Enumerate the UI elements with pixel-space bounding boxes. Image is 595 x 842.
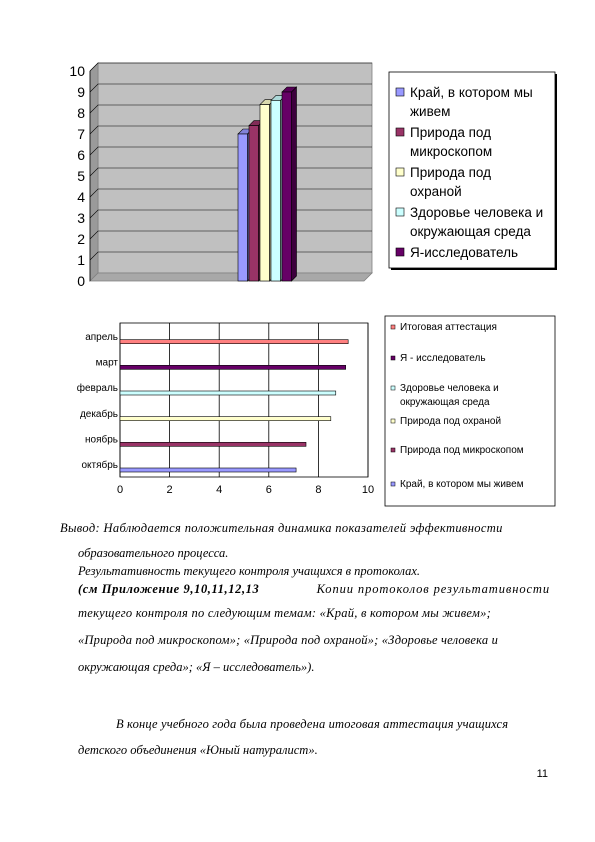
- category-label: февраль: [76, 383, 118, 395]
- bar-1: [120, 468, 296, 472]
- topics-line-1: текущего контроля по следующим темам: «Край, в котором мы живем»;: [78, 606, 492, 620]
- legend-label: окружающая среда: [400, 397, 490, 408]
- final-line-2: детского объединения «Юный натуралист».: [78, 743, 318, 757]
- legend-label: Природа под: [410, 165, 492, 180]
- legend-label: Край, в котором мы: [410, 85, 533, 100]
- bar-1: [238, 134, 248, 281]
- conclusion-line-2: образовательного процесса.: [78, 546, 229, 560]
- legend-label: охраной: [410, 184, 462, 199]
- bar-3: [260, 105, 270, 281]
- y-tick-label: 10: [69, 63, 85, 79]
- y-tick-label: 2: [77, 231, 85, 247]
- legend-swatch: [396, 88, 404, 96]
- y-tick-label: 7: [77, 126, 85, 142]
- category-label: октябрь: [81, 460, 118, 472]
- legend-label: Здоровье человека и: [400, 383, 499, 394]
- y-tick-label: 5: [77, 168, 85, 184]
- y-tick-label: 0: [77, 273, 85, 289]
- topics-line-3: окружающая среда»; «Я – исследователь»).: [78, 660, 315, 674]
- legend-label: живем: [410, 104, 451, 119]
- x-tick-label: 2: [166, 484, 173, 496]
- appendix-description: Копии протоколов результативности: [316, 582, 550, 596]
- legend-swatch: [396, 168, 404, 176]
- legend-label: микроскопом: [410, 144, 493, 159]
- topics-line-2: «Природа под микроскопом»; «Природа под охраной»; «Здоровье человека и: [78, 633, 499, 647]
- bar-2: [249, 126, 259, 281]
- x-tick-label: 10: [361, 484, 375, 496]
- legend-label: Я - исследователь: [400, 353, 486, 364]
- final-line-1: В конце учебного года была проведена итоговая аттестация учащихся: [116, 717, 509, 731]
- legend-label: Природа под: [410, 125, 492, 140]
- y-tick-label: 6: [77, 147, 85, 163]
- bar-4: [271, 100, 281, 281]
- bar-5: [120, 365, 346, 369]
- bar-3: [120, 417, 331, 421]
- legend-label: окружающая среда: [410, 224, 531, 239]
- legend-label: Здоровье человека и: [410, 205, 544, 220]
- y-tick-label: 1: [77, 252, 85, 268]
- legend-label: Я-исследователь: [410, 245, 518, 260]
- x-tick-label: 8: [315, 484, 322, 496]
- category-label: апрель: [85, 331, 118, 343]
- category-label: декабрь: [79, 408, 118, 420]
- y-tick-label: 4: [77, 189, 85, 205]
- legend-label: Итоговая аттестация: [400, 322, 497, 333]
- legend-label: Природа под микроскопом: [400, 445, 524, 456]
- x-tick-label: 4: [216, 484, 223, 496]
- x-tick-label: 0: [116, 484, 124, 496]
- y-tick-label: 3: [77, 210, 85, 226]
- legend-swatch: [391, 448, 395, 452]
- bar-4: [120, 391, 336, 395]
- plot-area: [120, 323, 368, 477]
- category-label: ноябрь: [85, 434, 118, 446]
- legend-swatch: [391, 482, 395, 486]
- legend-label: Природа под охраной: [400, 416, 502, 427]
- legend-swatch: [391, 356, 395, 360]
- bar-side: [292, 87, 297, 281]
- legend-swatch: [391, 325, 395, 329]
- conclusion-line-1: Вывод: Наблюдается положительная динамика показателей эффективности: [60, 521, 503, 535]
- results-line: Результативность текущего контроля учащихся в протоколах.: [78, 564, 421, 578]
- legend-swatch: [396, 208, 404, 216]
- legend-swatch: [396, 128, 404, 136]
- legend: [385, 316, 555, 506]
- y-tick-label: 8: [77, 105, 85, 121]
- category-label: март: [95, 357, 118, 369]
- appendix-reference: (см Приложение 9,10,11,12,13: [78, 582, 260, 596]
- plot-floor: [90, 273, 372, 281]
- horizontal-bar-chart: [62, 315, 562, 510]
- legend-swatch: [391, 386, 395, 390]
- bar-6: [120, 340, 348, 344]
- legend-swatch: [396, 248, 404, 256]
- x-tick-label: 6: [265, 484, 272, 496]
- column-chart: [62, 55, 562, 295]
- page-number: 11: [536, 768, 548, 780]
- legend-swatch: [391, 419, 395, 423]
- bar-5: [282, 92, 292, 281]
- y-tick-label: 9: [77, 84, 85, 100]
- legend-label: Край, в котором мы живем: [400, 479, 524, 490]
- bar-2: [120, 442, 306, 446]
- appendix-line: [78, 582, 550, 597]
